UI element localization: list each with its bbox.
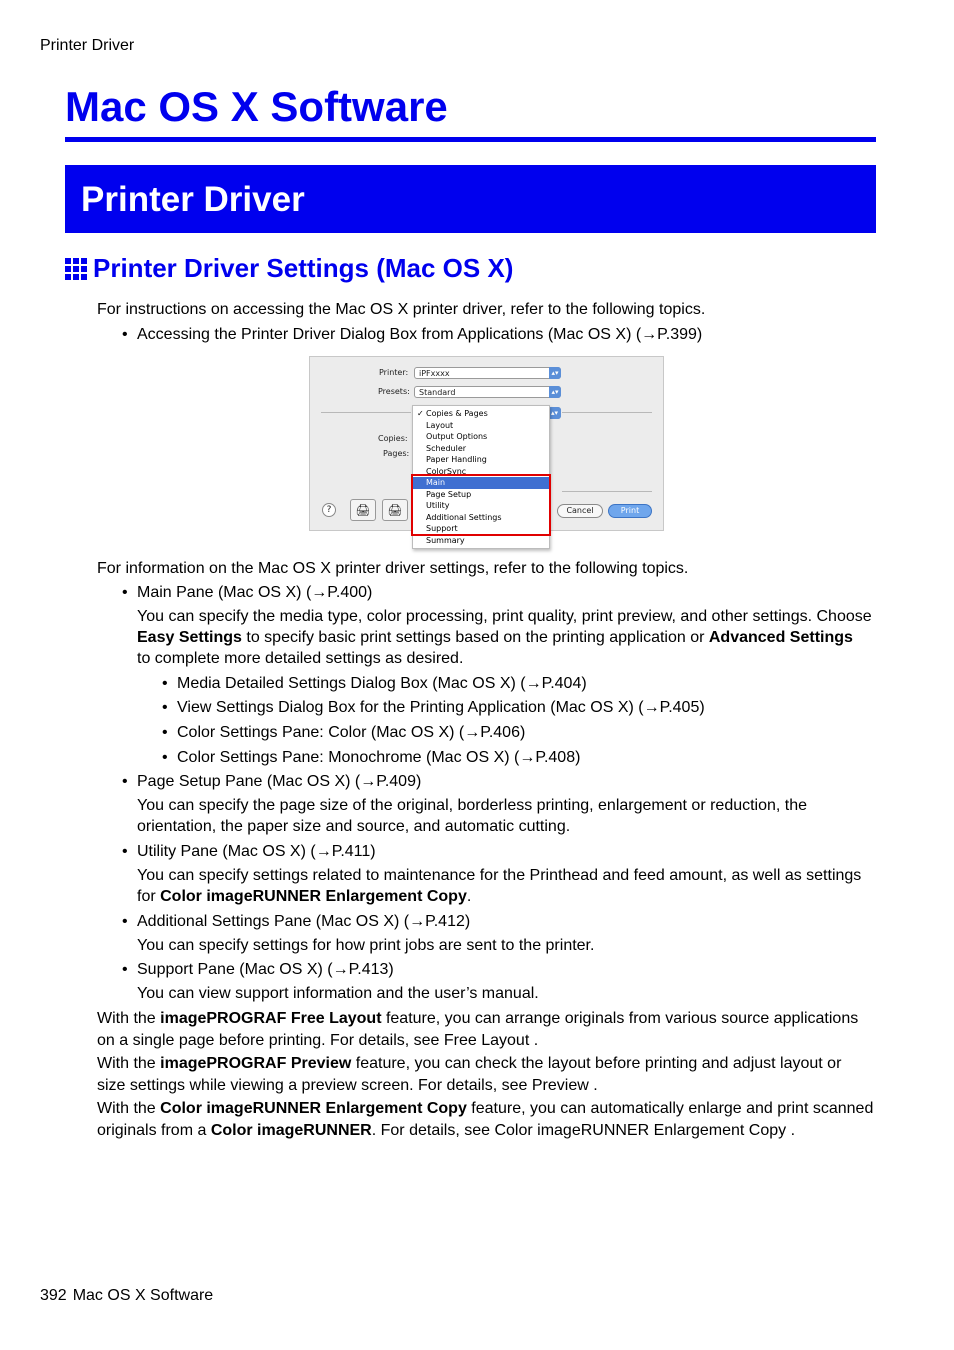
list-item [122, 841, 376, 863]
list-item [122, 324, 702, 346]
free-layout-paragraph: With the imagePROGRAF Free Layout feature, you can arrange originals from various source applications on a single page before printing. For details, see Free Layout . [97, 1010, 859, 1049]
popup-arrows-icon: ▴▾ [549, 386, 561, 398]
popup-arrows-icon: ▴▾ [548, 407, 561, 419]
section-heading-text: Printer Driver Settings (Mac OS X) [93, 253, 514, 283]
page-footer [40, 1287, 213, 1305]
link-color-settings-color[interactable]: • Color Settings Pane: Color (Mac OS X) (→P.406) [177, 724, 526, 741]
menu-item-additional-settings[interactable]: Additional Settings [426, 512, 502, 522]
grid-icon [65, 258, 87, 280]
list-item [162, 673, 587, 695]
menu-item-main[interactable]: Main [413, 477, 549, 489]
list-item [162, 747, 580, 769]
supply-levels-icon[interactable]: 🖨 [382, 499, 408, 521]
link-view-settings[interactable]: • View Settings Dialog Box for the Printing Application (Mac OS X) (→P.405) [177, 699, 705, 716]
list-item [122, 959, 394, 981]
menu-item-summary[interactable]: Summary [426, 535, 465, 545]
chapter-bar: Printer Driver [65, 165, 876, 233]
separator-right [562, 412, 652, 413]
highlight-box [411, 474, 551, 536]
page-setup-description: You can specify the page size of the original, borderless printing, enlargement or reduction, the orientation, the paper size and source, and automatic cutting. [137, 797, 808, 835]
support-description: You can view support information and the user’s manual. [137, 985, 539, 1002]
menu-item-utility[interactable]: Utility [426, 501, 450, 510]
link-media-detailed[interactable]: • Media Detailed Settings Dialog Box (Mac OS X) (→P.404) [177, 675, 587, 692]
menu-item-page-setup[interactable]: Page Setup [426, 489, 472, 499]
intro-text: For instructions on accessing the Mac OS X printer driver, refer to the following topics. [97, 301, 706, 318]
separator-bottom [562, 491, 652, 492]
title-rule [65, 137, 876, 142]
list-item [122, 911, 470, 933]
menu-item-output-options[interactable]: Output Options [426, 432, 488, 441]
menu-item-colorsync[interactable]: ColorSync [426, 466, 467, 476]
utility-description: You can specify settings related to maintenance for the Printhead and feed amount, as well as settings for Color imageRUNNER Enlargement Copy. [137, 867, 862, 905]
main-pane-description: You can specify the media type, color processing, print quality, print preview, and other settings. Choose Easy Settings to specify basic print settings based on the printing application or Advanced Settings to complete more detailed settings as desired. [137, 608, 872, 667]
menu-item-copies-pages[interactable]: ✓ Copies & Pages [413, 408, 549, 420]
printer-popup[interactable] [414, 367, 561, 379]
list-item [162, 697, 705, 719]
link-additional-settings[interactable]: • Additional Settings Pane (Mac OS X) (→P.412) [137, 913, 471, 930]
copies-label: Copies: [378, 434, 408, 443]
popup-arrows-icon: ▴▾ [549, 367, 561, 379]
menu-item-support[interactable]: Support [426, 524, 458, 533]
link-color-settings-mono[interactable]: • Color Settings Pane: Monochrome (Mac OS X) (→P.408) [177, 749, 581, 766]
printer-utility-icon[interactable]: 🖨 [350, 499, 376, 521]
list-item [162, 722, 525, 744]
running-header: Printer Driver [40, 37, 135, 54]
link-page-setup[interactable]: • Page Setup Pane (Mac OS X) (→P.409) [137, 773, 422, 790]
section-heading [65, 253, 513, 284]
presets-label: Presets: [378, 387, 410, 396]
enlargement-paragraph: With the Color imageRUNNER Enlargement Copy feature, you can automatically enlarge and print scanned originals from a Color imageRUNNER. For details, see Color imageRUNNER Enlargement Copy . [97, 1100, 874, 1139]
link-accessing-dialog[interactable]: • Accessing the Printer Driver Dialog Box from Applications (Mac OS X) (→P.399) [137, 326, 703, 343]
link-main-pane[interactable]: • Main Pane (Mac OS X) (→P.400) [137, 584, 373, 601]
list-item [122, 771, 421, 793]
link-support[interactable]: • Support Pane (Mac OS X) (→P.413) [137, 961, 394, 978]
printer-value: iPFxxxx [419, 369, 450, 378]
additional-description: You can specify settings for how print jobs are sent to the printer. [137, 937, 595, 954]
menu-item-layout[interactable]: Layout [426, 420, 454, 430]
printer-label: Printer: [379, 368, 409, 377]
preview-paragraph: With the imagePROGRAF Preview feature, you can check the layout before printing and adjust layout or size settings while viewing a preview screen. For details, see Preview . [97, 1055, 842, 1094]
presets-value: Standard [419, 388, 456, 397]
cancel-button[interactable]: Cancel [557, 504, 603, 518]
footer-section: Mac OS X Software [72, 1287, 214, 1304]
presets-popup[interactable] [414, 386, 561, 398]
pages-label: Pages: [383, 449, 410, 458]
page-number: 392 [40, 1287, 67, 1304]
settings-intro: For information on the Mac OS X printer driver settings, refer to the following topics. [97, 560, 689, 577]
help-button[interactable]: ? [322, 503, 336, 517]
list-item [122, 582, 372, 604]
print-button[interactable]: Print [608, 504, 652, 518]
page-title: Mac OS X Software [65, 83, 448, 130]
link-utility[interactable]: • Utility Pane (Mac OS X) (→P.411) [137, 843, 376, 860]
menu-item-paper-handling[interactable]: Paper Handling [426, 455, 487, 464]
menu-item-scheduler[interactable]: Scheduler [426, 443, 467, 453]
separator-left [321, 412, 411, 413]
